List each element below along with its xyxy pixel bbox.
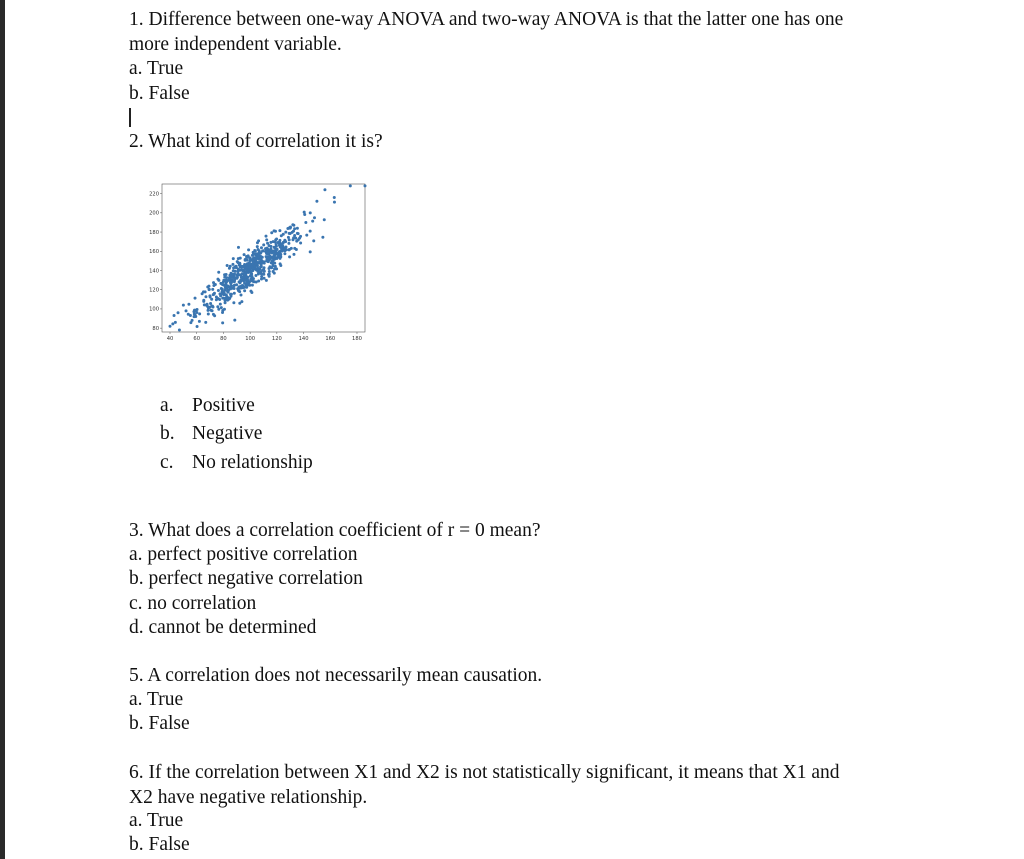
scatter-point xyxy=(211,288,214,291)
scatter-point xyxy=(252,280,255,283)
scatter-point xyxy=(257,273,260,276)
scatter-point xyxy=(219,282,222,285)
scatter-point xyxy=(193,315,196,318)
scatter-point xyxy=(193,309,196,312)
scatter-point xyxy=(226,264,229,267)
scatter-point xyxy=(224,287,227,290)
scatter-point xyxy=(257,239,260,242)
scatter-point xyxy=(273,246,276,249)
scatter-point xyxy=(311,220,314,223)
scatter-point xyxy=(262,272,265,275)
scatter-point xyxy=(207,313,210,316)
scatter-point xyxy=(232,257,235,260)
scatter-point xyxy=(257,252,260,255)
scatter-point xyxy=(213,314,216,317)
q2-option-b-letter: b. xyxy=(160,423,175,444)
scatter-point xyxy=(349,184,352,187)
scatter-point xyxy=(260,246,263,249)
scatter-point xyxy=(268,244,271,247)
scatter-point xyxy=(262,243,265,246)
scatter-point xyxy=(171,322,174,325)
q6-text-line2: X2 have negative relationship. xyxy=(129,787,368,808)
scatter-point xyxy=(221,321,224,324)
scatter-point xyxy=(206,305,209,308)
scatter-point xyxy=(265,259,268,262)
scatter-point xyxy=(245,266,248,269)
scatter-point xyxy=(295,240,298,243)
scatter-point xyxy=(233,319,236,322)
scatter-point xyxy=(241,266,244,269)
scatter-point xyxy=(230,293,233,296)
scatter-point xyxy=(309,250,312,253)
scatter-point xyxy=(237,288,240,291)
scatter-point xyxy=(251,284,254,287)
scatter-point xyxy=(312,239,315,242)
scatter-point xyxy=(292,253,295,256)
scatter-point xyxy=(221,288,224,291)
scatter-point xyxy=(292,230,295,233)
scatter-point xyxy=(296,227,299,230)
scatter-point xyxy=(247,248,250,251)
scatter-point xyxy=(364,184,367,187)
q3-option-c[interactable]: c. no correlation xyxy=(129,593,257,614)
scatter-point xyxy=(204,321,207,324)
scatter-point xyxy=(211,309,214,312)
scatter-point xyxy=(293,247,296,250)
scatter-point xyxy=(333,201,336,204)
scatter-point xyxy=(272,270,275,273)
scatter-point xyxy=(244,259,247,262)
scatter-point xyxy=(206,286,209,289)
y-tick-label: 160 xyxy=(149,249,159,256)
scatter-point xyxy=(189,321,192,324)
left-edge-bar xyxy=(0,0,5,859)
scatter-point xyxy=(208,294,211,297)
q1-option-a[interactable]: a. True xyxy=(129,58,184,79)
y-tick-label: 140 xyxy=(149,268,159,275)
scatter-point xyxy=(304,221,307,224)
scatter-point xyxy=(267,253,270,256)
scatter-point xyxy=(323,218,326,221)
y-tick-label: 80 xyxy=(152,325,159,332)
scatter-point xyxy=(177,311,180,314)
q1-text-line1: 1. Difference between one-way ANOVA and two-way ANOVA is that the latter one has one xyxy=(129,9,844,30)
scatter-point xyxy=(269,241,272,244)
scatter-point xyxy=(207,309,210,312)
scatter-point xyxy=(173,314,176,317)
scatter-point xyxy=(283,246,286,249)
q5-option-b[interactable]: b. False xyxy=(129,713,190,734)
scatter-point xyxy=(239,278,242,281)
scatter-point xyxy=(283,252,286,255)
scatter-point xyxy=(236,276,239,279)
scatter-point xyxy=(263,260,266,263)
q3-option-a[interactable]: a. perfect positive correlation xyxy=(129,544,358,565)
q3-option-d[interactable]: d. cannot be determined xyxy=(129,617,317,638)
q5-option-a[interactable]: a. True xyxy=(129,689,184,710)
scatter-point xyxy=(265,235,268,238)
x-tick-label: 120 xyxy=(271,336,282,342)
scatter-point xyxy=(284,231,287,234)
scatter-point xyxy=(275,248,278,251)
scatter-point xyxy=(323,188,326,191)
scatter-point xyxy=(217,289,220,292)
scatter-point xyxy=(235,283,238,286)
scatter-point xyxy=(257,248,260,251)
scatter-point xyxy=(185,309,188,312)
scatter-point xyxy=(223,308,226,311)
scatter-point xyxy=(278,229,281,232)
scatter-point xyxy=(221,311,224,314)
scatter-point xyxy=(209,302,212,305)
q6-text-line1: 6. If the correlation between X1 and X2 is not statistically significant, it means that X1 and xyxy=(129,762,840,783)
scatter-point xyxy=(222,293,225,296)
scatter-point xyxy=(280,242,283,245)
scatter-point xyxy=(263,277,266,280)
scatter-chart xyxy=(138,176,370,346)
scatter-point xyxy=(333,196,336,199)
scatter-point xyxy=(239,293,242,296)
x-tick-label: 160 xyxy=(325,336,336,342)
scatter-point xyxy=(237,257,240,260)
scatter-point xyxy=(236,260,239,263)
scatter-point xyxy=(223,276,226,279)
scatter-point xyxy=(213,292,216,295)
q2-option-c-letter: c. xyxy=(160,452,174,473)
scatter-point xyxy=(256,269,259,272)
scatter-point xyxy=(187,303,190,306)
scatter-point xyxy=(232,266,235,269)
scatter-point xyxy=(278,251,281,254)
scatter-point xyxy=(298,237,301,240)
scatter-point xyxy=(299,242,302,245)
scatter-point xyxy=(255,281,258,284)
scatter-point xyxy=(268,273,271,276)
x-axis-ticks xyxy=(167,332,362,342)
scatter-point xyxy=(224,299,227,302)
scatter-point xyxy=(275,267,278,270)
scatter-point xyxy=(231,263,234,266)
scatter-point xyxy=(244,279,247,282)
scatter-point xyxy=(260,278,263,281)
q1-option-b[interactable]: b. False xyxy=(129,83,190,104)
x-tick-label: 180 xyxy=(352,336,362,342)
scatter-point xyxy=(288,232,291,235)
scatter-point xyxy=(235,266,238,269)
y-tick-label: 120 xyxy=(149,287,159,294)
scatter-point xyxy=(217,271,220,274)
scatter-point xyxy=(232,269,235,272)
scatter-point xyxy=(260,256,263,259)
scatter-point xyxy=(232,284,235,287)
scatter-point xyxy=(238,262,241,265)
scatter-point xyxy=(217,297,220,300)
scatter-point xyxy=(250,291,253,294)
scatter-point xyxy=(249,274,252,277)
scatter-point xyxy=(267,267,270,270)
q1-text-line2: more independent variable. xyxy=(129,34,342,55)
scatter-point xyxy=(229,277,232,280)
q6-option-a[interactable]: a. True xyxy=(129,810,184,831)
y-tick-label: 200 xyxy=(149,210,159,217)
scatter-point xyxy=(255,262,258,265)
scatter-point xyxy=(217,308,220,311)
scatter-point xyxy=(233,292,236,295)
x-tick-label: 40 xyxy=(166,336,174,342)
scatter-point xyxy=(228,267,231,270)
scatter-point xyxy=(265,238,268,241)
scatter-point xyxy=(274,238,277,241)
q2-text: 2. What kind of correlation it is? xyxy=(129,131,383,152)
scatter-point xyxy=(268,270,271,273)
scatter-point xyxy=(305,234,308,237)
x-tick-label: 80 xyxy=(220,336,227,342)
scatter-point xyxy=(220,306,223,309)
scatter-point xyxy=(287,236,290,239)
scatter-point xyxy=(263,270,266,273)
scatter-point xyxy=(224,301,227,304)
scatter-point xyxy=(272,250,275,253)
scatter-point xyxy=(252,257,255,260)
scatter-point xyxy=(249,259,252,262)
y-axis-ticks xyxy=(149,191,162,332)
scatter-point xyxy=(260,275,263,278)
scatter-point xyxy=(280,234,283,237)
scatter-point xyxy=(287,242,290,245)
scatter-point xyxy=(303,211,306,214)
q5-text: 5. A correlation does not necessarily mean causation. xyxy=(129,665,543,686)
scatter-point xyxy=(313,216,316,219)
scatter-point xyxy=(194,297,197,300)
scatter-point xyxy=(204,295,207,298)
scatter-point xyxy=(233,272,236,275)
scatter-point xyxy=(182,304,185,307)
scatter-point xyxy=(226,296,229,299)
scatter-point xyxy=(263,266,266,269)
scatter-point xyxy=(187,313,190,316)
scatter-point xyxy=(273,262,276,265)
scatter-point xyxy=(259,265,262,268)
scatter-point xyxy=(193,313,196,316)
scatter-point xyxy=(204,290,207,293)
scatter-point xyxy=(292,236,295,239)
scatter-point xyxy=(248,256,251,259)
scatter-point xyxy=(251,262,254,265)
x-tick-label: 60 xyxy=(193,336,201,342)
scatter-point xyxy=(289,227,292,230)
scatter-point xyxy=(243,289,246,292)
scatter-point xyxy=(203,303,206,306)
x-tick-label: 100 xyxy=(245,336,256,342)
q2-option-c-label[interactable]: No relationship xyxy=(192,452,313,473)
scatter-point xyxy=(233,280,236,283)
q2-option-a-label[interactable]: Positive xyxy=(192,395,255,416)
scatter-point xyxy=(258,261,261,264)
scatter-point xyxy=(206,303,209,306)
q6-option-b[interactable]: b. False xyxy=(129,834,190,855)
scatter-point xyxy=(232,301,235,304)
scatter-point xyxy=(237,246,240,249)
scatter-point xyxy=(266,247,269,250)
scatter-plot-svg xyxy=(138,176,370,346)
q2-option-b-label[interactable]: Negative xyxy=(192,423,263,444)
q3-option-b[interactable]: b. perfect negative correlation xyxy=(129,568,363,589)
scatter-point xyxy=(309,230,312,233)
scatter-point xyxy=(198,312,201,315)
text-cursor xyxy=(129,108,131,127)
scatter-point xyxy=(248,266,251,269)
scatter-point xyxy=(226,279,229,282)
x-tick-label: 140 xyxy=(298,336,309,342)
scatter-point xyxy=(262,249,265,252)
scatter-point xyxy=(212,284,215,287)
scatter-point xyxy=(321,236,324,239)
scatter-point xyxy=(169,325,172,328)
scatter-point xyxy=(309,211,312,214)
scatter-point xyxy=(222,279,225,282)
scatter-point xyxy=(202,299,205,302)
scatter-point xyxy=(279,262,282,265)
scatter-point xyxy=(178,329,181,332)
scatter-point xyxy=(254,258,257,261)
scatter-point xyxy=(238,302,241,305)
scatter-point xyxy=(288,248,291,251)
scatter-point xyxy=(254,250,257,253)
scatter-point xyxy=(241,284,244,287)
scatter-point xyxy=(288,238,291,241)
scatter-point xyxy=(265,279,268,282)
scatter-point xyxy=(237,269,240,272)
scatter-point xyxy=(219,294,222,297)
scatter-point xyxy=(245,255,248,258)
scatter-point xyxy=(210,305,213,308)
scatter-point xyxy=(256,245,259,248)
q3-text: 3. What does a correlation coefficient of r = 0 mean? xyxy=(129,520,541,541)
scatter-point xyxy=(288,255,291,258)
scatter-point xyxy=(315,200,318,203)
scatter-point xyxy=(291,223,294,226)
scatter-point xyxy=(270,231,273,234)
scatter-point xyxy=(297,232,300,235)
scatter-point xyxy=(273,255,276,258)
scatter-point xyxy=(229,282,232,285)
scatter-point xyxy=(275,243,278,246)
y-tick-label: 100 xyxy=(149,306,159,313)
scatter-point xyxy=(174,321,177,324)
scatter-point xyxy=(217,279,220,282)
q2-option-a-letter: a. xyxy=(160,395,174,416)
scatter-point xyxy=(240,276,243,279)
y-tick-label: 220 xyxy=(149,191,159,198)
scatter-point xyxy=(243,253,246,256)
scatter-point xyxy=(219,303,222,306)
scatter-point xyxy=(284,240,287,243)
scatter-point xyxy=(196,325,199,328)
scatter-point xyxy=(229,287,232,290)
scatter-point xyxy=(253,253,256,256)
scatter-point xyxy=(198,320,201,323)
y-tick-label: 180 xyxy=(149,229,159,236)
scatter-point xyxy=(274,230,277,233)
